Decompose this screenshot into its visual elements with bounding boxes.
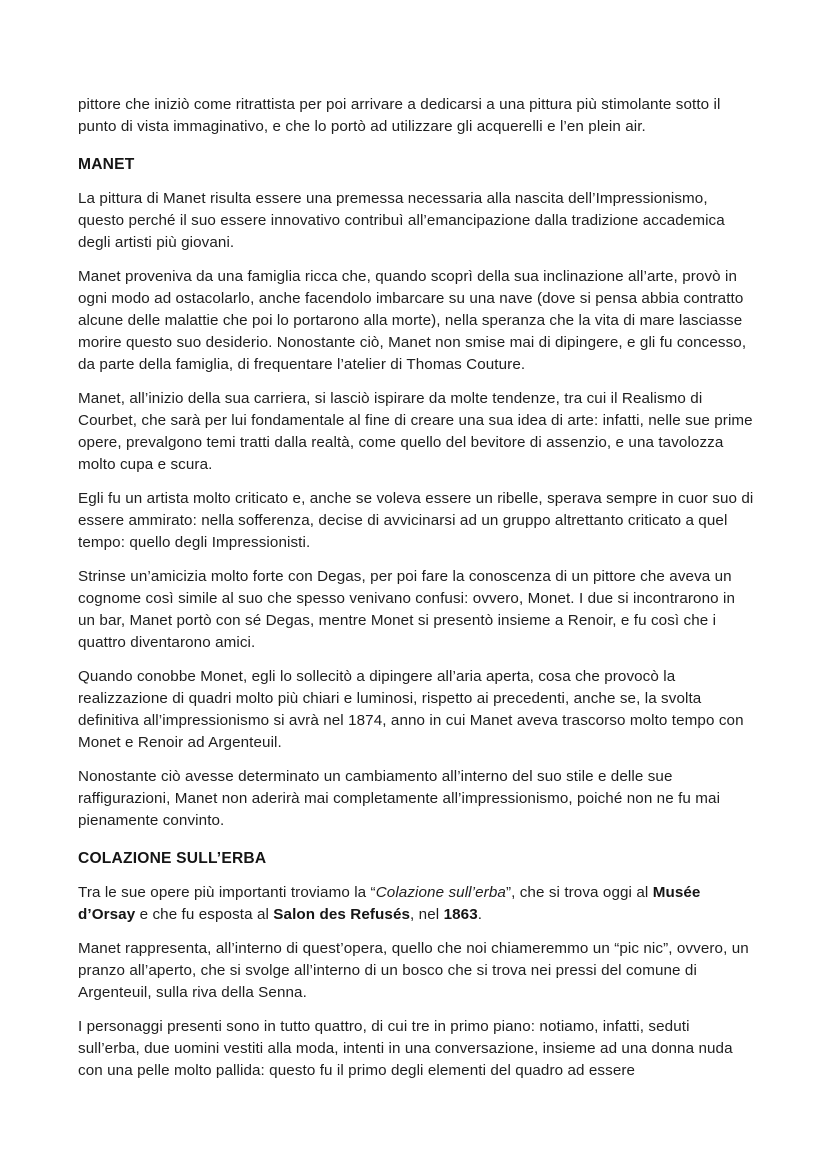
museum-name-bold: Musée d’Orsay	[78, 884, 701, 923]
paragraph-manet-aria-aperta: Quando conobbe Monet, egli lo sollecitò a dipingere all’aria aperta, cosa che provocò la realizzazione di quadri molto più chiari e luminosi, rispetto ai precedenti, anche se, la svolta definitiva all’impressionismo si avrà nel 1874, anno in cui Manet aveva trascorso molto tempo con Monet e Renoir ad Argenteuil.	[78, 668, 744, 751]
paragraph-colazione-opere	[78, 882, 754, 926]
paragraph-colazione-picnic: Manet rappresenta, all’interno di quest’opera, quello che noi chiameremmo un “pic nic”, ovvero, un pranzo all’aperto, che si svolge all’interno di un bosco che si trova nei pressi del comune di Argenteuil, sulla riva della Senna.	[78, 940, 749, 1001]
text-run: ”, che si trova oggi al	[505, 884, 653, 901]
paragraph-manet-degas-monet: Strinse un’amicizia molto forte con Degas, per poi fare la conoscenza di un pittore che aveva un cognome così simile al suo che spesso venivano confusi: ovvero, Monet. I due si incontrarono in un bar, Manet portò con sé Degas, mentre Monet si presentò insieme a Renoir, e fu così che i quattro diventarono amici.	[78, 568, 735, 651]
text-run: e che fu esposta al	[135, 906, 274, 923]
salon-name-bold: Salon des Refusés	[273, 906, 411, 923]
heading-colazione-sullerba: COLAZIONE SULL’ERBA	[78, 850, 267, 867]
paragraph-manet-famiglia: Manet proveniva da una famiglia ricca che, quando scoprì della sua inclinazione all’arte, provò in ogni modo ad ostacolarlo, anche facendolo imbarcare su una nave (dove si pensa abbia contratto alcune delle malattie che poi lo portarono alla morte), nella speranza che la vita di mare lasciasse morire questo suo desiderio. Nonostante ciò, Manet non smise mai di dipingere, e gli fu concesso, da parte della famiglia, di frequentare l’atelier di Thomas Couture.	[78, 268, 747, 373]
heading-manet: MANET	[78, 156, 135, 173]
paragraph-manet-non-aderira: Nonostante ciò avesse determinato un cambiamento all’interno del suo stile e delle sue raffigurazioni, Manet non aderirà mai completamente all’impressionismo, poiché non ne fu mai pienamente convinto.	[78, 768, 721, 829]
paragraph-intro-continuation: pittore che iniziò come ritrattista per poi arrivare a dedicarsi a una pittura più stimolante sotto il punto di vista immaginativo, e che lo portò ad utilizzare gli acquerelli e l’en plein air.	[78, 96, 721, 135]
document-content	[78, 94, 754, 1094]
paragraph-manet-premessa: La pittura di Manet risulta essere una premessa necessaria alla nascita dell’Impressionismo, questo perché il suo essere innovativo contribuì all’emancipazione dalla tradizione accademica degli artisti più giovani.	[78, 190, 725, 251]
text-run: , nel	[410, 906, 444, 923]
paragraph-manet-carriera: Manet, all’inizio della sua carriera, si lasciò ispirare da molte tendenze, tra cui il Realismo di Courbet, che sarà per lui fondamentale al fine di creare una sua idea di arte: infatti, nelle sue prime opere, prevalgono temi tratti dalla realtà, come quello del bevitore di assenzio, e una tavolozza molto cupa e scura.	[78, 390, 753, 473]
paragraph-colazione-personaggi: I personaggi presenti sono in tutto quattro, di cui tre in primo piano: notiamo, infatti, seduti sull’erba, due uomini vestiti alla moda, intenti in una conversazione, insieme ad una donna nuda con una pelle molto pallida: questo fu il primo degli elementi del quadro ad essere	[78, 1018, 733, 1079]
artwork-title-italic: Colazione sull’erba	[375, 884, 506, 901]
text-run: .	[477, 906, 483, 923]
text-run: Tra le sue opere più importanti troviamo la “	[78, 884, 376, 901]
paragraph-manet-criticato: Egli fu un artista molto criticato e, anche se voleva essere un ribelle, sperava sempre in cuor suo di essere ammirato: nella sofferenza, decise di avvicinarsi ad un gruppo altrettanto criticato a quel tempo: quello degli Impressionisti.	[78, 490, 754, 551]
year-bold: 1863	[443, 906, 478, 923]
